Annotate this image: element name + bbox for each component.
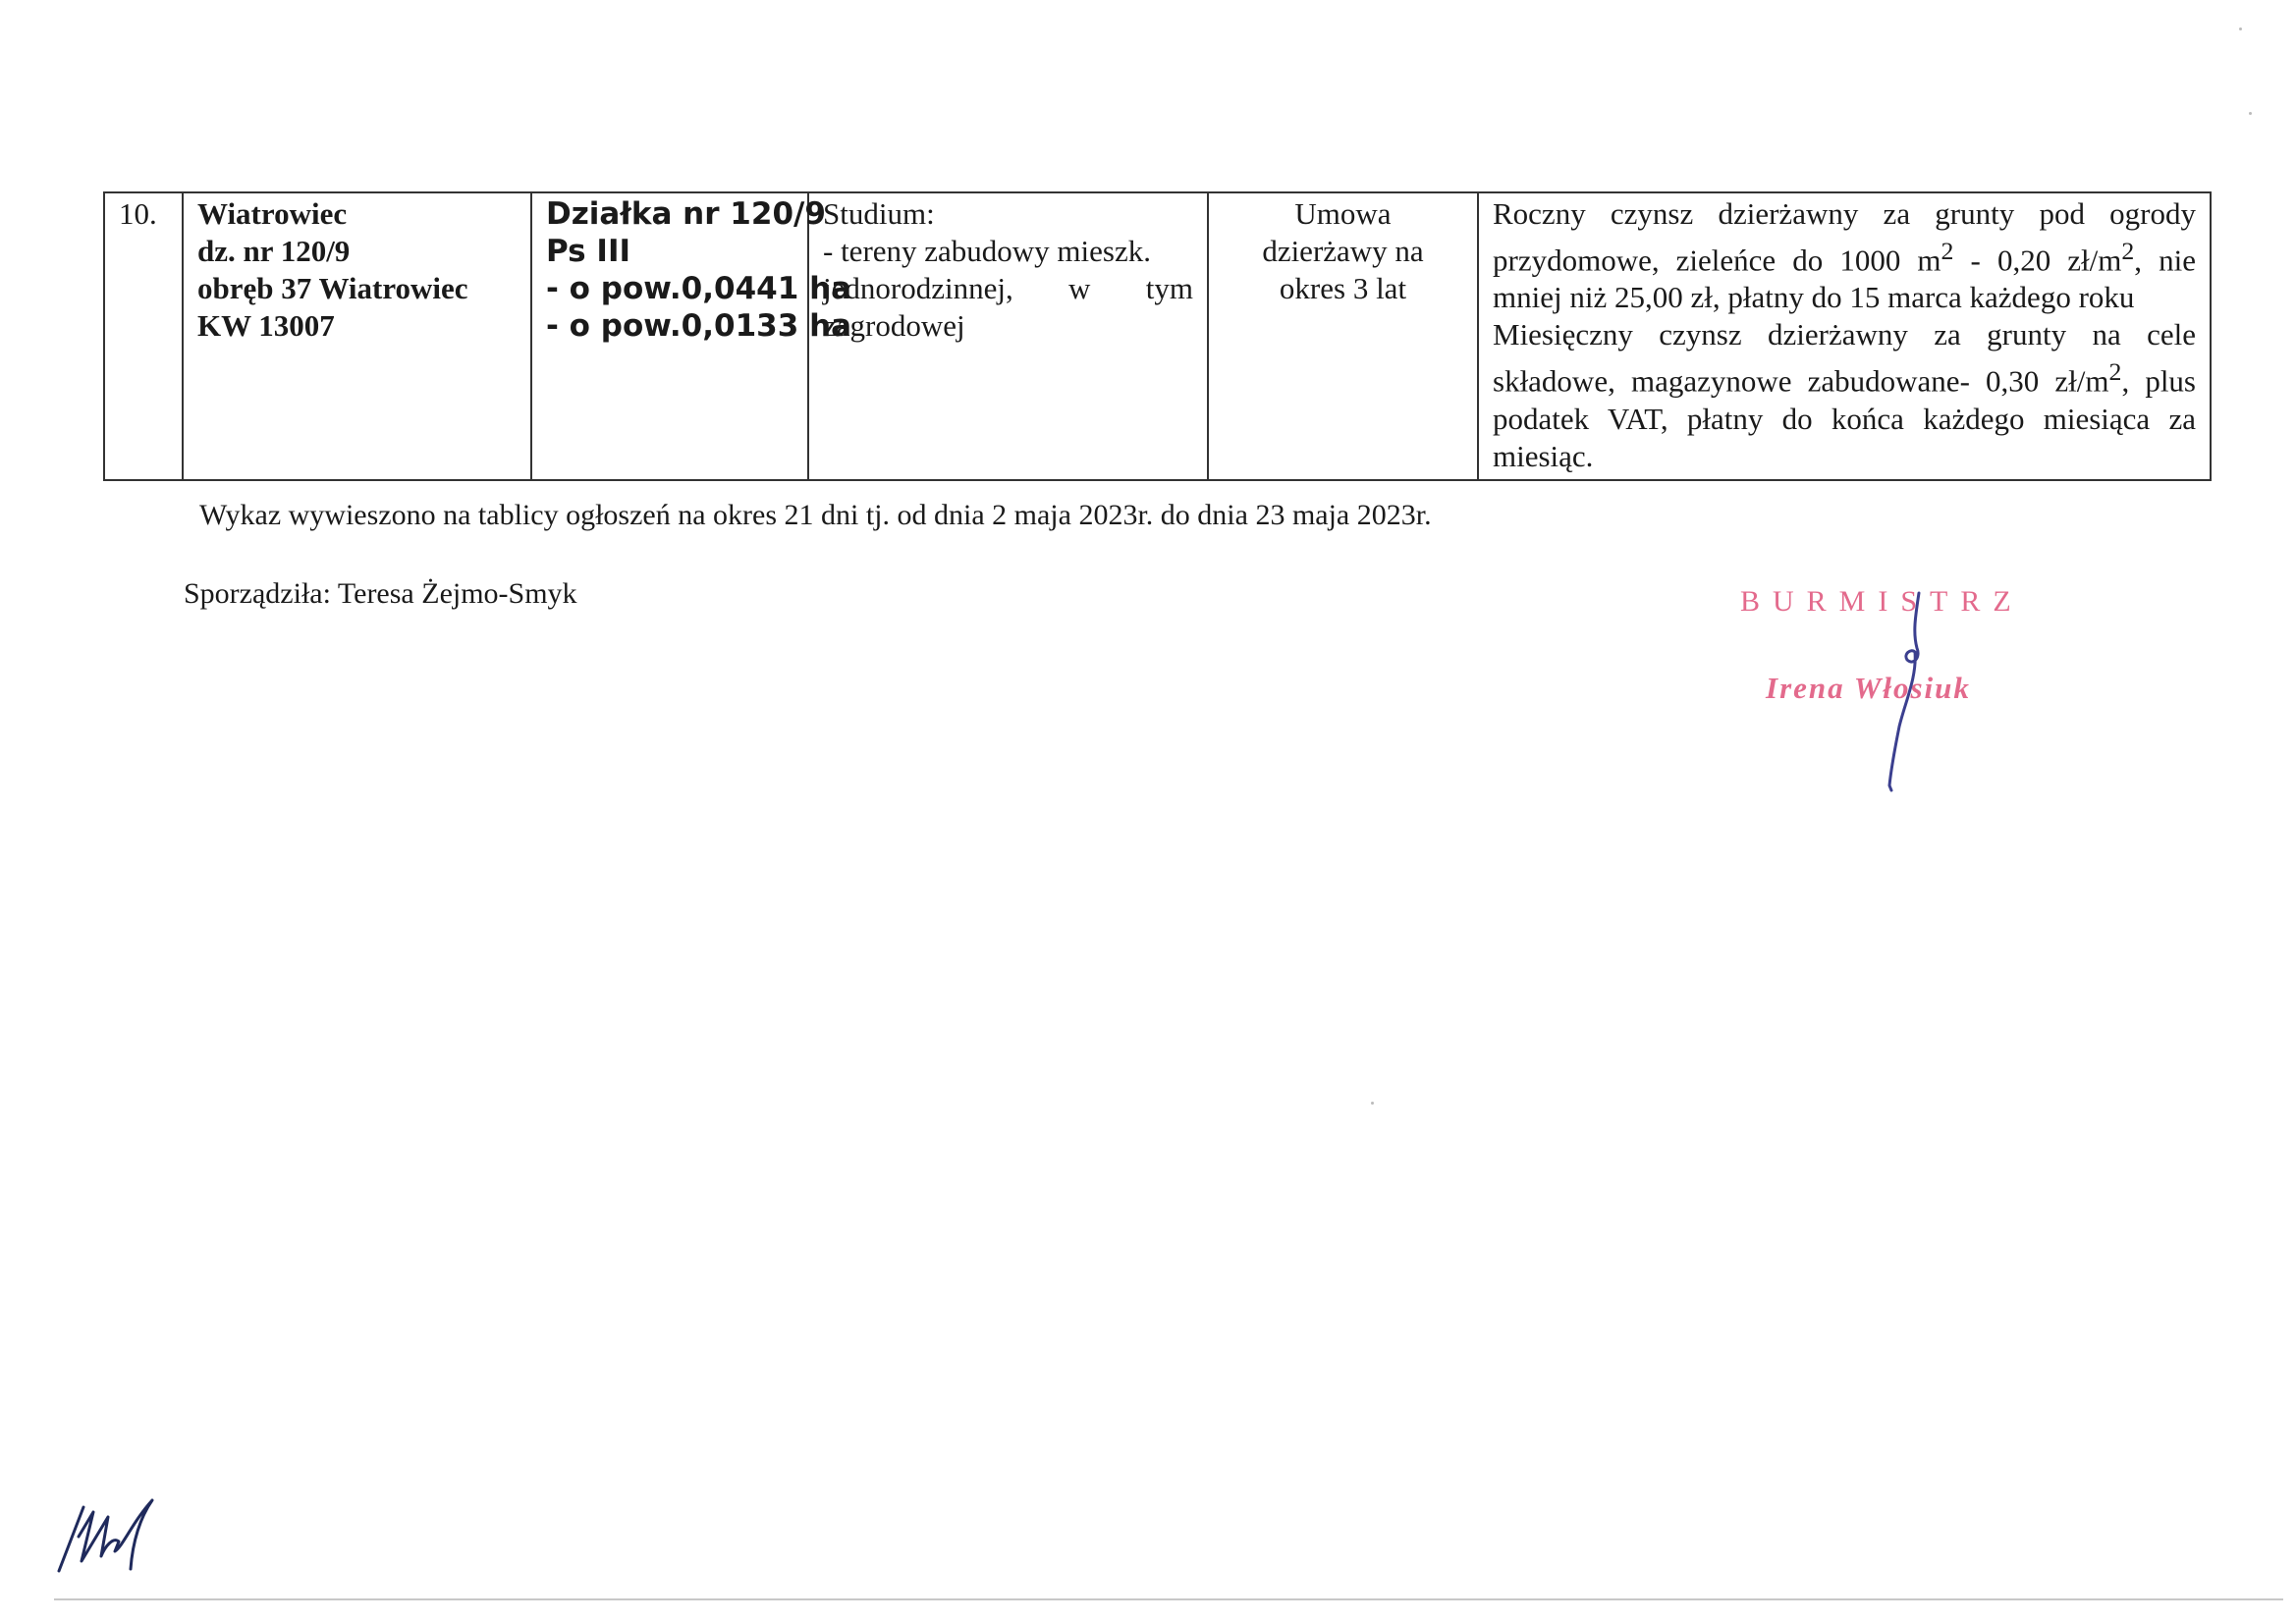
- rent-text: - 0,20 zł/m: [1953, 243, 2122, 278]
- study-cell: [808, 192, 1208, 480]
- initials-signature-icon: [54, 1492, 162, 1576]
- annual-rent-text: [1493, 195, 2196, 316]
- plot-line: - o pow.0,0441 ha: [546, 271, 852, 306]
- signature-icon: [1856, 589, 1925, 795]
- rent-text: Roczny czynsz dzierżawny za grunty pod ogrody przydomowe, zieleńce do 1000 m: [1493, 196, 2196, 278]
- scan-edge-line: [54, 1598, 2283, 1600]
- location-line: Wiatrowiec: [197, 196, 348, 231]
- posting-notice: Wykaz wywieszono na tablicy ogłoszeń na okres 21 dni tj. od dnia 2 maja 2023r. do dnia 23 maja 2023r.: [199, 499, 1432, 531]
- study-heading: Studium:: [823, 196, 935, 231]
- location-cell: [183, 192, 531, 480]
- agreement-line: dzierżawy na: [1262, 234, 1424, 268]
- plot-line: - o pow.0,0133 ha: [546, 308, 852, 344]
- location-line: KW 13007: [197, 308, 335, 343]
- plot-line: Działka nr 120/9: [546, 196, 826, 232]
- rent-text: , nie mniej niż 25,00 zł, płatny do 15 marca każdego roku: [1493, 243, 2196, 315]
- study-line: zagrodowej: [823, 308, 965, 343]
- superscript: 2: [1941, 237, 1954, 265]
- monthly-rent-text: [1493, 316, 2196, 474]
- superscript: 2: [2108, 357, 2122, 387]
- superscript: 2: [2121, 237, 2135, 265]
- property-table: [103, 191, 2212, 481]
- study-line: jednorodzinnej, w tym: [823, 271, 1193, 305]
- rent-cell: [1478, 192, 2211, 480]
- row-number: 10.: [104, 192, 183, 480]
- rent-text: Miesięczny czynsz dzierżawny za grunty na cele składowe, magazynowe zabudowane- 0,30 zł/m: [1493, 317, 2196, 399]
- location-line: dz. nr 120/9: [197, 234, 351, 268]
- prepared-by: Sporządziła: Teresa Żejmo-Smyk: [184, 577, 577, 610]
- agreement-line: Umowa: [1294, 196, 1392, 231]
- study-line: - tereny zabudowy mieszk.: [823, 234, 1151, 268]
- scan-speck: [2239, 27, 2242, 30]
- stamp-title: BURMISTRZ: [1740, 585, 2024, 618]
- plot-line: Ps III: [546, 234, 631, 269]
- table-row: [104, 192, 2211, 480]
- stamp-name: Irena Włosiuk: [1766, 671, 1971, 705]
- plot-cell: [531, 192, 852, 480]
- agreement-cell: [1208, 192, 1478, 480]
- scan-speck: [1371, 1102, 1374, 1105]
- location-line: obręb 37 Wiatrowiec: [197, 271, 468, 305]
- rent-text: , plus podatek VAT, płatny do końca każdego miesiąca za miesiąc.: [1493, 363, 2196, 473]
- agreement-line: okres 3 lat: [1279, 271, 1407, 305]
- scan-speck: [2249, 112, 2252, 115]
